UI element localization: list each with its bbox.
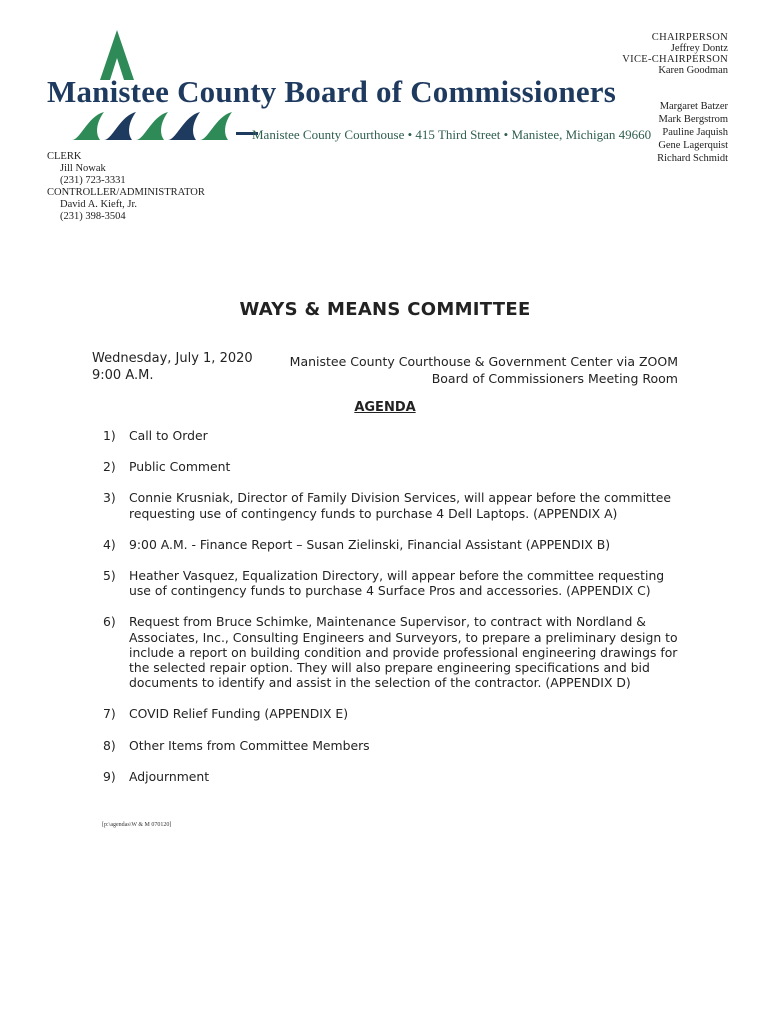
agenda-item-text: Adjournment bbox=[129, 768, 210, 784]
meeting-location bbox=[290, 353, 678, 387]
chair-role: CHAIRPERSON bbox=[651, 32, 728, 43]
agenda-heading: AGENDA bbox=[354, 400, 416, 415]
address-line: Manistee County Courthouse • 415 Third Street • Manistee, Michigan 49660 bbox=[252, 127, 652, 142]
member-name: Margaret Batzer bbox=[659, 101, 728, 112]
agenda-item-number: 9) bbox=[103, 768, 116, 784]
location-line-2: Board of Commissioners Meeting Room bbox=[431, 371, 678, 386]
logo-waves-icon bbox=[70, 108, 250, 142]
member-name: Mark Bergstrom bbox=[658, 114, 728, 125]
agenda-item-text: COVID Relief Funding (APPENDIX E) bbox=[129, 706, 349, 722]
officers-block bbox=[622, 32, 728, 76]
meeting-time: 9:00 A.M. bbox=[92, 368, 154, 383]
chair-name: Jeffrey Dontz bbox=[670, 43, 728, 54]
list-item bbox=[103, 769, 688, 784]
location-line-1: Manistee County Courthouse & Government Center via ZOOM bbox=[289, 354, 678, 369]
agenda-item-number: 8) bbox=[103, 737, 116, 753]
list-item bbox=[103, 428, 688, 443]
controller-role: CONTROLLER/ADMINISTRATOR bbox=[47, 187, 205, 198]
members-block bbox=[657, 100, 728, 165]
member-name: Pauline Jaquish bbox=[662, 127, 728, 138]
agenda-item-text: Connie Krusniak, Director of Family Division Services, will appear before the committee requesting use of contingency funds to purchase 4 Dell Laptops. (APPENDIX A) bbox=[129, 490, 671, 521]
list-item bbox=[103, 614, 688, 690]
logo-tree-icon bbox=[100, 30, 134, 80]
agenda-item-number: 7) bbox=[103, 706, 116, 722]
controller-phone: (231) 398-3504 bbox=[60, 211, 126, 222]
agenda-item-text: 9:00 A.M. - Finance Report – Susan Zielinski, Financial Assistant (APPENDIX B) bbox=[129, 536, 611, 552]
list-item bbox=[103, 738, 688, 753]
controller-name: David A. Kieft, Jr. bbox=[60, 199, 137, 210]
agenda-item-number: 6) bbox=[103, 614, 116, 630]
committee-title: WAYS & MEANS COMMITTEE bbox=[239, 299, 531, 320]
list-item bbox=[103, 537, 688, 552]
list-item bbox=[103, 459, 688, 474]
list-item bbox=[103, 568, 688, 598]
agenda-item-text: Request from Bruce Schimke, Maintenance Supervisor, to contract with Nordland & Associates, Inc., Consulting Engineers and Surveyors, to prepare a preliminary design to include a report on building condition and provide professional engineering drawings for the selected repair option. They will also prepare engineering specifications and bid documents to identify and assist in the selection of the contractor. (APPENDIX D) bbox=[129, 614, 678, 691]
agenda-item-text: Heather Vasquez, Equalization Directory, will appear before the committee requesting use of contingency funds to purchase 4 Surface Pros and accessories. (APPENDIX C) bbox=[129, 568, 665, 599]
agenda-item-number: 5) bbox=[103, 568, 116, 584]
list-item bbox=[103, 706, 688, 721]
member-name: Gene Lagerquist bbox=[658, 140, 728, 151]
org-title: Manistee County Board of Commissioners bbox=[47, 74, 617, 109]
staff-block bbox=[47, 151, 205, 223]
agenda-item-number: 3) bbox=[103, 490, 116, 506]
clerk-name: Jill Nowak bbox=[60, 163, 106, 174]
agenda-item-text: Other Items from Committee Members bbox=[129, 737, 370, 753]
agenda-item-text: Call to Order bbox=[129, 428, 208, 443]
meeting-datetime bbox=[92, 350, 253, 384]
agenda-list bbox=[103, 428, 688, 800]
member-name: Richard Schmidt bbox=[657, 153, 728, 164]
list-item bbox=[103, 490, 688, 520]
meeting-date: Wednesday, July 1, 2020 bbox=[92, 351, 253, 366]
file-reference: [p:\agendas\W & M 070120] bbox=[102, 822, 172, 828]
vice-chair-role: VICE-CHAIRPERSON bbox=[622, 54, 728, 65]
agenda-item-text: Public Comment bbox=[129, 459, 231, 475]
clerk-role: CLERK bbox=[47, 151, 82, 162]
vice-chair-name: Karen Goodman bbox=[658, 65, 728, 76]
clerk-phone: (231) 723-3331 bbox=[60, 175, 126, 186]
agenda-item-number: 2) bbox=[103, 459, 116, 475]
agenda-item-number: 1) bbox=[103, 428, 116, 443]
agenda-item-number: 4) bbox=[103, 536, 116, 552]
